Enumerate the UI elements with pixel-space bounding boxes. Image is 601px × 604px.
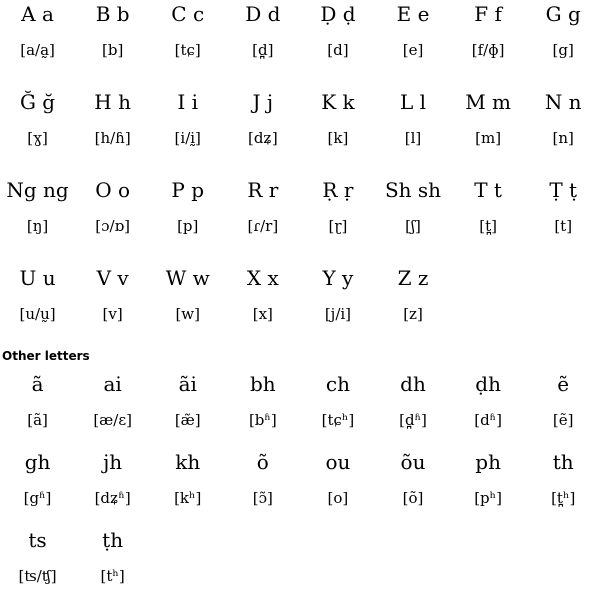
letter-cell: [0, 264, 75, 352]
ipa-value: [ɔ̃]: [252, 489, 273, 507]
letter-cell: [0, 526, 75, 604]
letter-glyph: N n: [544, 90, 582, 114]
ipa-value: [i/ḭ]: [174, 129, 201, 147]
ipa-value: [k]: [327, 129, 349, 147]
letter-cell: [375, 370, 450, 448]
letter-glyph: C c: [171, 2, 205, 26]
letter-cell: [225, 264, 300, 352]
ipa-value: [õ]: [402, 489, 424, 507]
letter-glyph: Sh sh: [384, 178, 442, 202]
letter-glyph: ḍh: [475, 372, 501, 396]
letter-cell: [300, 88, 375, 176]
letter-cell: [0, 88, 75, 176]
letter-glyph: ch: [325, 372, 350, 396]
letter-glyph: B b: [95, 2, 130, 26]
ipa-value: [dʱ]: [474, 411, 502, 429]
ipa-value: [t̪]: [479, 217, 497, 235]
letter-glyph: P p: [171, 178, 205, 202]
letter-cell: [375, 448, 450, 526]
letter-cell: [526, 176, 601, 264]
letter-cell: [451, 176, 526, 264]
other-letters-grid: [0, 370, 601, 604]
letter-cell: [150, 370, 225, 448]
ipa-value: [bʱ]: [248, 411, 277, 429]
letter-cell: [375, 176, 450, 264]
letter-glyph: D d: [245, 2, 281, 26]
letter-glyph: ts: [28, 528, 47, 552]
letter-cell: [75, 264, 150, 352]
ipa-value: [ã]: [27, 411, 48, 429]
letter-cell: [526, 370, 601, 448]
letter-glyph: H h: [94, 90, 131, 114]
letter-cell: [300, 448, 375, 526]
ipa-value: [ŋ]: [26, 217, 49, 235]
ipa-value: [a/a̰]: [20, 41, 55, 59]
ipa-value: [ʦ/ʧ]: [18, 567, 57, 585]
letter-cell: [0, 370, 75, 448]
letter-cell: [75, 526, 150, 604]
letter-glyph: bh: [249, 372, 276, 396]
letter-cell: [0, 176, 75, 264]
letter-cell: [451, 88, 526, 176]
letter-glyph: jh: [103, 450, 123, 474]
letter-cell: [150, 264, 225, 352]
letter-glyph: A a: [21, 2, 54, 26]
ipa-value: [m]: [475, 129, 502, 147]
letter-glyph: Ng ng: [6, 178, 69, 202]
letter-glyph: th: [552, 450, 574, 474]
letter-glyph: gh: [24, 450, 51, 474]
letter-cell: [375, 88, 450, 176]
letter-glyph: Ğ ğ: [19, 90, 56, 114]
ipa-value: [d̪ʱ]: [399, 411, 427, 429]
ipa-value: [e]: [402, 41, 424, 59]
letter-cell: [150, 448, 225, 526]
letter-cell: [150, 176, 225, 264]
letter-glyph: Ṭ ṭ: [549, 178, 578, 202]
letter-glyph: kh: [175, 450, 201, 474]
letter-glyph: I i: [177, 90, 199, 114]
letter-glyph: G g: [545, 2, 581, 26]
letter-cell: [451, 0, 526, 88]
ipa-value: [ɔ/ɒ]: [95, 217, 131, 235]
letter-cell: [225, 88, 300, 176]
letter-glyph: Ṛ ṛ: [322, 178, 354, 202]
ipa-value: [ɽ]: [328, 217, 348, 235]
ipa-value: [ɾ/r]: [247, 217, 279, 235]
letter-glyph: ẽ: [557, 372, 570, 396]
ipa-value: [æ/ɛ]: [93, 411, 132, 429]
letter-glyph: L l: [399, 90, 427, 114]
ipa-value: [d̪]: [252, 41, 274, 59]
ipa-value: [p]: [177, 217, 199, 235]
ipa-value: [z]: [403, 305, 423, 323]
ipa-value: [w]: [175, 305, 200, 323]
letter-glyph: ã: [31, 372, 44, 396]
letter-glyph: K k: [321, 90, 355, 114]
ipa-value: [v]: [102, 305, 123, 323]
ipa-value: [tʰ]: [100, 567, 125, 585]
letter-cell: [526, 448, 601, 526]
letter-glyph: J j: [252, 90, 274, 114]
letter-cell: [300, 176, 375, 264]
letter-glyph: F f: [474, 2, 502, 26]
letter-glyph: X x: [246, 266, 279, 290]
ipa-value: [æ̃]: [174, 411, 201, 429]
letter-glyph: E e: [396, 2, 430, 26]
letter-cell: [375, 0, 450, 88]
letter-cell: [75, 370, 150, 448]
letter-glyph: Z z: [397, 266, 429, 290]
letter-glyph: õu: [400, 450, 426, 474]
ipa-value: [t]: [554, 217, 573, 235]
letter-glyph: ph: [475, 450, 501, 474]
letter-cell: [526, 0, 601, 88]
letter-cell: [150, 88, 225, 176]
ipa-value: [t̪ʰ]: [551, 489, 576, 507]
ipa-value: [f/ɸ]: [471, 41, 505, 59]
ipa-value: [g]: [552, 41, 574, 59]
letter-glyph: V v: [96, 266, 129, 290]
letter-cell: [300, 264, 375, 352]
ipa-value: [ẽ]: [552, 411, 574, 429]
ipa-value: [j/i]: [324, 305, 352, 323]
letter-cell: [300, 0, 375, 88]
ipa-value: [gʱ]: [23, 489, 52, 507]
letter-glyph: R r: [247, 178, 279, 202]
letter-cell: [0, 0, 75, 88]
letter-cell: [225, 370, 300, 448]
letter-cell: [225, 448, 300, 526]
ipa-value: [o]: [327, 489, 349, 507]
letter-glyph: Ḍ ḍ: [320, 2, 356, 26]
letter-glyph: ãi: [178, 372, 197, 396]
letter-glyph: ai: [103, 372, 122, 396]
other-letters-heading: Other letters: [2, 349, 90, 363]
ipa-value: [l]: [404, 129, 422, 147]
letter-glyph: õ: [256, 450, 269, 474]
ipa-value: [ɣ]: [27, 129, 48, 147]
letter-glyph: ṭh: [102, 528, 124, 552]
letter-cell: [300, 370, 375, 448]
letter-cell: [75, 0, 150, 88]
ipa-value: [ʃ]: [405, 217, 421, 235]
letter-cell: [75, 88, 150, 176]
letter-cell: [451, 448, 526, 526]
letter-glyph: M m: [465, 90, 512, 114]
letter-glyph: W w: [165, 266, 210, 290]
letter-glyph: U u: [19, 266, 56, 290]
letter-cell: [526, 88, 601, 176]
ipa-value: [pʰ]: [474, 489, 502, 507]
ipa-value: [tɕ]: [174, 41, 201, 59]
letter-cell: [225, 176, 300, 264]
ipa-value: [d]: [327, 41, 349, 59]
letter-glyph: O o: [95, 178, 131, 202]
letter-glyph: dh: [400, 372, 426, 396]
letter-glyph: ou: [325, 450, 351, 474]
letter-cell: [225, 0, 300, 88]
letter-cell: [75, 448, 150, 526]
ipa-value: [dʑʱ]: [94, 489, 131, 507]
letter-cell: [75, 176, 150, 264]
letter-glyph: T t: [474, 178, 502, 202]
ipa-value: [kʰ]: [174, 489, 202, 507]
ipa-value: [u/ṵ]: [19, 305, 56, 323]
letter-cell: [375, 264, 450, 352]
letter-glyph: Y y: [322, 266, 354, 290]
ipa-value: [tɕʰ]: [321, 411, 355, 429]
letter-cell: [150, 0, 225, 88]
ipa-value: [x]: [252, 305, 273, 323]
ipa-value: [n]: [552, 129, 574, 147]
ipa-value: [h/ɦ]: [94, 129, 131, 147]
letter-cell: [0, 448, 75, 526]
letter-cell: [451, 370, 526, 448]
ipa-value: [dʑ]: [247, 129, 278, 147]
ipa-value: [b]: [101, 41, 124, 59]
